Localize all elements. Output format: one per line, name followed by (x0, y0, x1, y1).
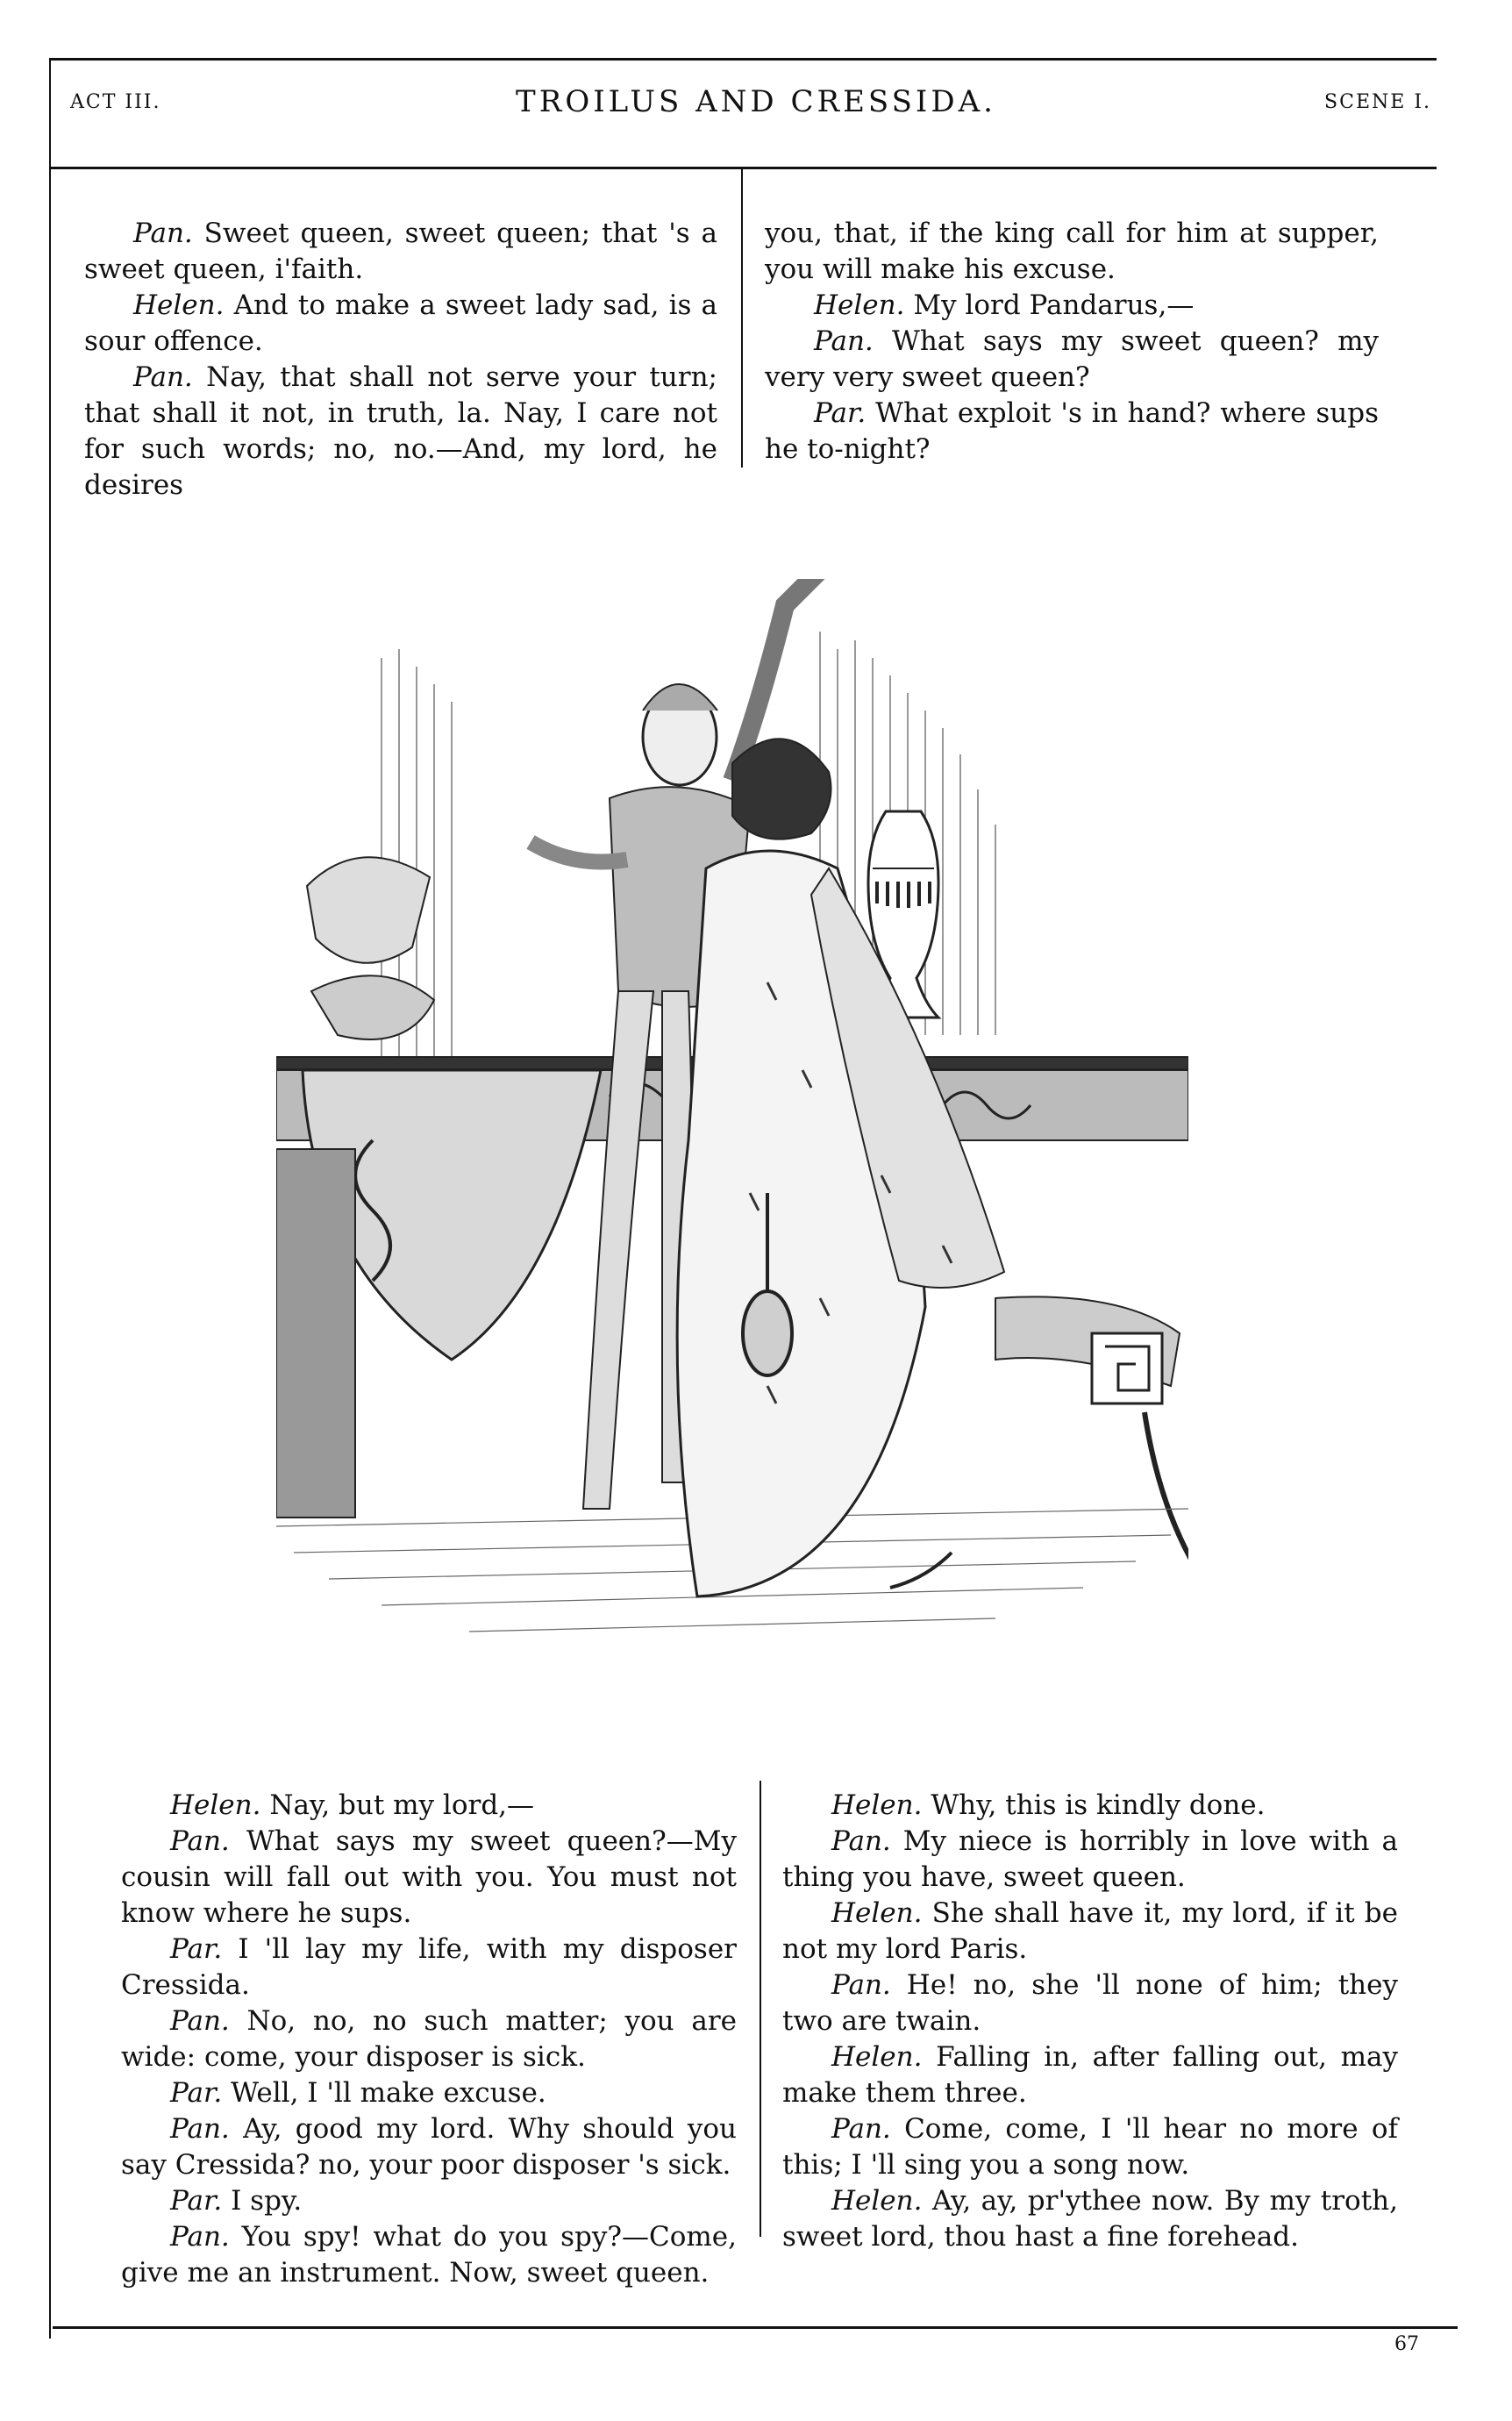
top-left-column (84, 216, 717, 503)
top-right-column (765, 216, 1379, 468)
speech-text: What says my sweet queen?—My cousin will fall out with you. You must not know where he sups. (121, 1825, 737, 1929)
speech (121, 2219, 737, 2291)
speech-text: Ay, good my lord. Why should you say Cressida? no, your poor disposer 's sick. (121, 2113, 737, 2181)
speaker: Pan. (170, 2113, 230, 2145)
speech-text: He! no, she 'll none of him; they two are twain. (782, 1969, 1398, 2037)
speech (121, 2075, 737, 2111)
speaker: Pan. (133, 218, 193, 249)
speech (782, 1788, 1398, 1824)
top-column-divider (741, 169, 743, 468)
speech (121, 1932, 737, 2003)
speech (782, 2039, 1398, 2111)
speaker: Helen. (133, 289, 225, 321)
engraving-illustration (276, 579, 1188, 1667)
speech (84, 288, 717, 360)
act-label: ACT III. (70, 91, 161, 113)
bottom-left-column (121, 1788, 737, 2291)
speaker: Helen. (831, 2185, 923, 2217)
page-title: TROILUS AND CRESSIDA. (516, 84, 996, 119)
speech (121, 2003, 737, 2075)
speech (765, 324, 1379, 396)
speaker: Pan. (170, 2005, 230, 2037)
speech (121, 1824, 737, 1932)
speech-text: Nay, that shall not serve your turn; that shall it not, in truth, la. Nay, I care not for such words; no, no.—And, my lord, he desires (84, 361, 717, 501)
speech-text: What exploit 's in hand? where sups he to-night? (765, 397, 1379, 465)
speech (84, 216, 717, 288)
speech-text: My niece is horribly in love with a thing you have, sweet queen. (782, 1825, 1398, 1893)
speech-text: I 'll lay my life, with my disposer Cressida. (121, 1933, 737, 2001)
speech (121, 2183, 737, 2219)
speech (84, 360, 717, 503)
speech (782, 1824, 1398, 1896)
bottom-rule (53, 2326, 1458, 2329)
speaker: Par. (170, 2185, 223, 2217)
speech-text: Sweet queen, sweet queen; that 's a sweet queen, i'faith. (84, 218, 717, 285)
speech (765, 216, 1379, 288)
speaker: Helen. (831, 2041, 923, 2073)
speaker: Helen. (831, 1789, 923, 1821)
speaker: Pan. (170, 2221, 230, 2253)
speech (782, 1896, 1398, 1968)
bottom-right-column (782, 1788, 1398, 2255)
speaker: Pan. (133, 361, 193, 393)
speech-text: What says my sweet queen? my very very sweet queen? (765, 325, 1379, 393)
speech-text: Well, I 'll make excuse. (222, 2077, 546, 2109)
speech (121, 1788, 737, 1824)
speech-text: And to make a sweet lady sad, is a sour offence. (84, 289, 717, 357)
speech-text: I spy. (222, 2185, 303, 2217)
speaker: Par. (170, 2077, 223, 2109)
speaker: Pan. (831, 1969, 891, 2001)
left-rule (49, 58, 51, 2339)
speaker: Helen. (814, 289, 905, 321)
speaker: Pan. (814, 325, 874, 357)
speech-text: you, that, if the king call for him at supper, you will make his excuse. (765, 218, 1379, 285)
speech-text: Come, come, I 'll hear no more of this; I 'll sing you a song now. (782, 2113, 1398, 2181)
speech-text: You spy! what do you spy?—Come, give me an instrument. Now, sweet queen. (121, 2221, 737, 2289)
speech (765, 396, 1379, 468)
scene-label: SCENE I. (1324, 91, 1431, 113)
speech-text: Nay, but my lord,— (260, 1789, 535, 1821)
speaker: Par. (814, 397, 867, 429)
top-rule (49, 58, 1437, 61)
speech (782, 2111, 1398, 2183)
speaker: Helen. (831, 1897, 923, 1929)
speaker: Pan. (831, 2113, 891, 2145)
speaker: Pan. (831, 1825, 891, 1857)
speech-text: Falling in, after falling out, may make them three. (782, 2041, 1398, 2109)
speech (765, 288, 1379, 324)
speech-text: She shall have it, my lord, if it be not my lord Paris. (782, 1897, 1398, 1965)
speaker: Helen. (170, 1789, 261, 1821)
speaker: Pan. (170, 1825, 230, 1857)
page-number: 67 (1394, 2333, 1419, 2355)
speech-text: No, no, no such matter; you are wide: come, your disposer is sick. (121, 2005, 737, 2073)
speech-text: Why, this is kindly done. (922, 1789, 1266, 1821)
header-underline (49, 167, 1437, 169)
speech (782, 2183, 1398, 2255)
speech-text: Ay, ay, pr'ythee now. By my troth, sweet lord, thou hast a fine forehead. (782, 2185, 1398, 2253)
speech-text: My lord Pandarus,— (904, 289, 1195, 321)
speech (121, 2111, 737, 2183)
bottom-column-divider (760, 1781, 761, 2237)
speech (782, 1968, 1398, 2039)
speaker: Par. (170, 1933, 223, 1965)
